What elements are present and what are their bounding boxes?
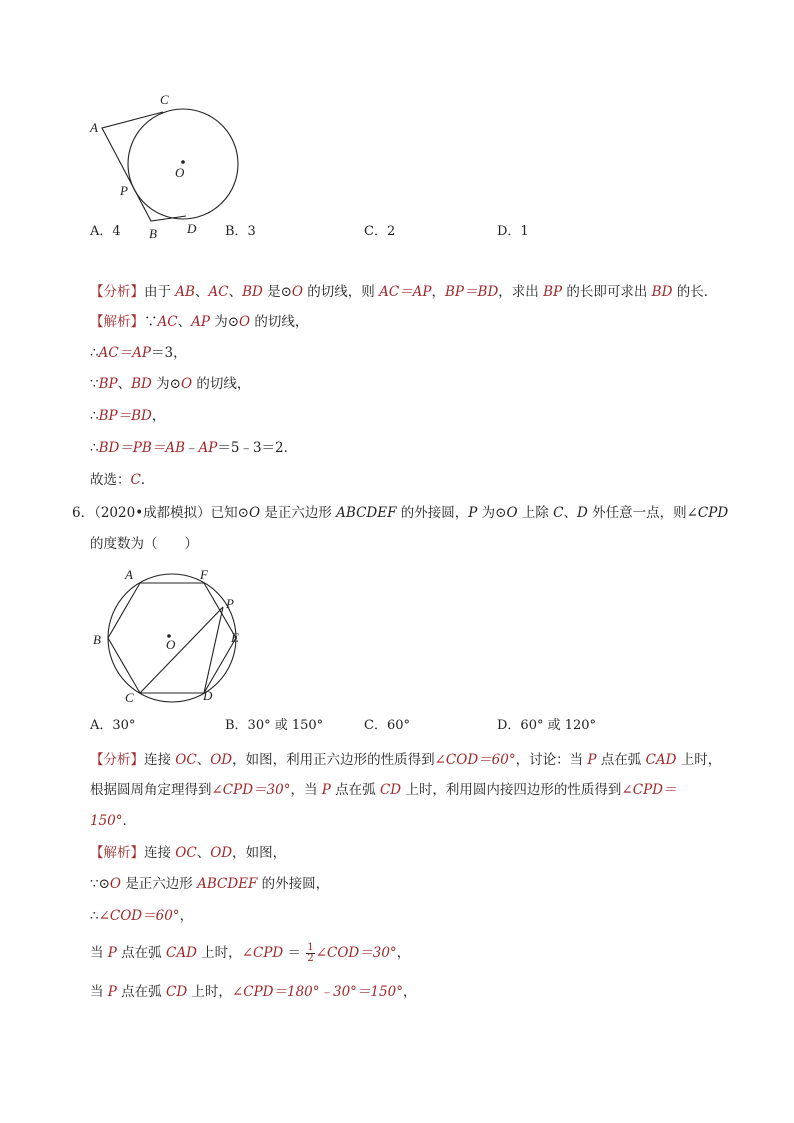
text-segment: 连接	[144, 845, 176, 861]
text-segment: ∠COD＝60°	[434, 752, 516, 768]
q6-analysis-line-3	[90, 811, 136, 831]
text-segment: 的长．	[672, 284, 718, 300]
text-segment: O	[180, 376, 193, 392]
q6-label-B: B	[93, 632, 101, 647]
text-segment: P	[107, 984, 117, 1000]
text-segment: ＝5﹣3＝2．	[217, 440, 298, 456]
text-segment: CAD	[645, 752, 677, 768]
q5-option-d: D．1	[497, 224, 529, 239]
q6-label-F: F	[200, 567, 208, 582]
text-segment: ，求出	[498, 284, 544, 300]
q6-solution-line-5	[90, 982, 416, 1002]
text-segment: 150°	[90, 813, 123, 829]
text-segment: 上时，	[187, 984, 232, 1000]
text-segment: BP＝BD	[98, 408, 152, 424]
text-segment: 是⊙	[262, 284, 292, 300]
text-segment: ，如图，	[232, 845, 287, 861]
text-segment: 上时，	[196, 945, 242, 961]
text-segment: 的切线，则	[303, 284, 380, 300]
text-segment: 点在弧	[596, 752, 646, 768]
text-segment: ，	[402, 984, 417, 1000]
q5-option-c: C．2	[364, 224, 396, 239]
text-segment: AC	[208, 284, 229, 300]
text-segment: ∠CPD＝30°	[211, 782, 291, 798]
q6-option-d: D．60° 或 120°	[497, 718, 597, 733]
text-segment: ，如图，利用正六边形的性质得到	[232, 752, 435, 768]
q5-solution-line-5	[90, 438, 297, 458]
text-segment: AB	[175, 284, 195, 300]
text-segment: OC	[175, 752, 197, 768]
q6-label-P: P	[226, 596, 234, 611]
q5-label-O: O	[175, 165, 185, 180]
text-segment: AC	[157, 314, 178, 330]
text-segment: 根据圆周角定理得到	[90, 782, 212, 798]
text-segment: P	[107, 945, 117, 961]
text-segment: 当	[90, 945, 108, 961]
q5-analysis-tag: 【分析】	[90, 284, 144, 300]
text-segment: O	[248, 505, 261, 521]
text-segment: ，	[179, 908, 194, 924]
text-segment: BP	[543, 284, 563, 300]
text-segment: 、	[117, 376, 132, 392]
q5-analysis	[90, 282, 717, 302]
text-segment: OC	[175, 845, 197, 861]
text-segment: 点在弧	[116, 984, 166, 1000]
text-segment: 、	[196, 845, 211, 861]
q6-label-A: A	[125, 567, 133, 582]
text-segment: 、	[177, 314, 192, 330]
text-segment: OD	[210, 752, 233, 768]
text-segment: ，讨论：当	[515, 752, 588, 768]
text-segment: O	[239, 314, 251, 330]
text-segment: ，	[431, 284, 446, 300]
text-segment: 外任意一点，则∠	[587, 505, 698, 521]
text-segment: BD＝PB＝AB	[98, 440, 186, 456]
q5-solution-line-2	[90, 343, 187, 363]
text-segment: ∠CPD＝	[621, 782, 677, 798]
text-segment: D	[576, 505, 588, 521]
text-segment: ABCDEF	[197, 876, 258, 892]
text-segment: 为⊙	[151, 376, 181, 392]
q6-label-E: E	[231, 630, 239, 645]
text-segment: ．	[122, 813, 137, 829]
text-segment: 的切线，	[192, 376, 251, 392]
text-segment: 上除	[517, 505, 554, 521]
text-segment: AP	[191, 314, 210, 330]
text-segment: ＝3，	[151, 345, 187, 361]
text-segment: O	[109, 876, 121, 892]
text-segment: BP＝BD	[445, 284, 499, 300]
text-segment: P	[587, 752, 597, 768]
text-segment: 的切线，	[250, 314, 309, 330]
q5-label-B: B	[149, 226, 157, 241]
text-segment: 上时，	[676, 752, 722, 768]
text-segment: 为⊙	[209, 314, 240, 330]
text-segment: ，	[151, 408, 166, 424]
q6-label-D: D	[203, 688, 213, 703]
text-segment: CAD	[165, 945, 197, 961]
text-segment: 是正六边形	[120, 876, 198, 892]
q6-label-C: C	[125, 690, 134, 705]
text-segment: C	[130, 472, 141, 488]
text-segment: 故选：	[90, 472, 131, 488]
text-segment: 的外接圆，	[257, 876, 330, 892]
q6-label-O: O	[166, 637, 176, 652]
text-segment: 的长即可求出	[562, 284, 652, 300]
text-segment: P	[321, 782, 331, 798]
text-segment: ∴	[90, 440, 99, 456]
text-segment: 、	[194, 284, 209, 300]
q6-solution-line-1	[90, 843, 286, 863]
text-segment: 是正六边形	[260, 505, 337, 521]
text-segment: BP	[98, 376, 118, 392]
q5-solution-tag: 【解析】	[90, 314, 144, 330]
text-segment: 、	[196, 752, 211, 768]
text-segment: BD	[242, 284, 263, 300]
q5-option-b: B．3	[225, 224, 256, 239]
text-segment: ∵⊙	[90, 876, 110, 892]
q5-solution-line-4	[90, 406, 165, 426]
text-segment: ∴	[90, 408, 99, 424]
q5-label-A: A	[90, 120, 98, 135]
q5-solution-line-3	[90, 374, 250, 394]
q6-option-c: C．60°	[364, 718, 410, 733]
q6-stem-line-1	[72, 503, 728, 523]
text-segment: OD	[210, 845, 233, 861]
text-segment: CD	[165, 984, 188, 1000]
q5-solution-line-1	[90, 312, 308, 332]
text-segment: ABCDEF	[336, 505, 397, 521]
text-segment: BD	[651, 284, 673, 300]
q6-stem-line-2: 的度数为（ ）	[90, 536, 198, 552]
q6-solution-tag: 【解析】	[90, 845, 144, 861]
text-segment: 、	[563, 505, 577, 521]
q6-solution-line-2	[90, 874, 329, 894]
q6-solution-line-3	[90, 906, 193, 926]
text-segment: ∠CPD＝180°﹣30°＝150°	[231, 984, 403, 1000]
text-segment: 由于	[144, 284, 176, 300]
text-segment: CPD	[697, 505, 729, 521]
text-segment: ∠COD＝60°	[98, 908, 180, 924]
text-segment: AC＝AP	[379, 284, 432, 300]
text-segment: ∵	[144, 314, 158, 330]
text-segment: ＝	[283, 945, 306, 961]
text-segment: ∠COD＝30°	[315, 945, 397, 961]
text-segment: ∠CPD	[241, 945, 284, 961]
text-segment: 当	[90, 984, 108, 1000]
q6-analysis-line-1	[90, 750, 721, 770]
q5-label-P: P	[120, 183, 128, 198]
text-segment: O	[506, 505, 518, 521]
q5-label-C: C	[160, 92, 169, 107]
text-segment: ﹣	[185, 440, 199, 456]
q5-answer-line	[90, 470, 154, 490]
q6-analysis-tag: 【分析】	[90, 752, 144, 768]
text-segment: CD	[379, 782, 402, 798]
text-segment: 的外接圆，	[396, 505, 469, 521]
q6-analysis-line-2	[90, 780, 676, 800]
text-segment: 点在弧	[116, 945, 166, 961]
q6-option-b: B．30° 或 150°	[225, 718, 324, 733]
text-segment: AC＝AP	[98, 345, 152, 361]
text-segment: 连接	[144, 752, 176, 768]
q5-option-a: A．4	[90, 224, 121, 239]
text-segment: 为⊙	[477, 505, 507, 521]
text-segment: P	[468, 505, 478, 521]
q6-solution-line-4	[90, 943, 410, 964]
text-segment: ，	[396, 945, 411, 961]
q6-fraction: $\frac{1}{2}$	[307, 942, 314, 964]
text-segment: ．	[140, 472, 155, 488]
text-segment: BD	[131, 376, 152, 392]
text-segment: 上时，利用圆内接四边形的性质得到	[401, 782, 622, 798]
text-segment: ，当	[290, 782, 322, 798]
text-segment: ∴	[90, 908, 99, 924]
q6-option-a: A．30°	[90, 718, 136, 733]
text-segment: 6．（2020•成都模拟）已知⊙	[72, 505, 249, 521]
text-segment: C	[553, 505, 564, 521]
text-segment: AP	[198, 440, 218, 456]
text-segment: 点在弧	[330, 782, 380, 798]
q5-label-D: D	[187, 221, 197, 236]
text-segment: ∵	[90, 376, 99, 392]
q6-figure	[88, 566, 258, 708]
text-segment: 、	[228, 284, 243, 300]
text-segment: O	[291, 284, 303, 300]
text-segment: ∴	[90, 345, 99, 361]
